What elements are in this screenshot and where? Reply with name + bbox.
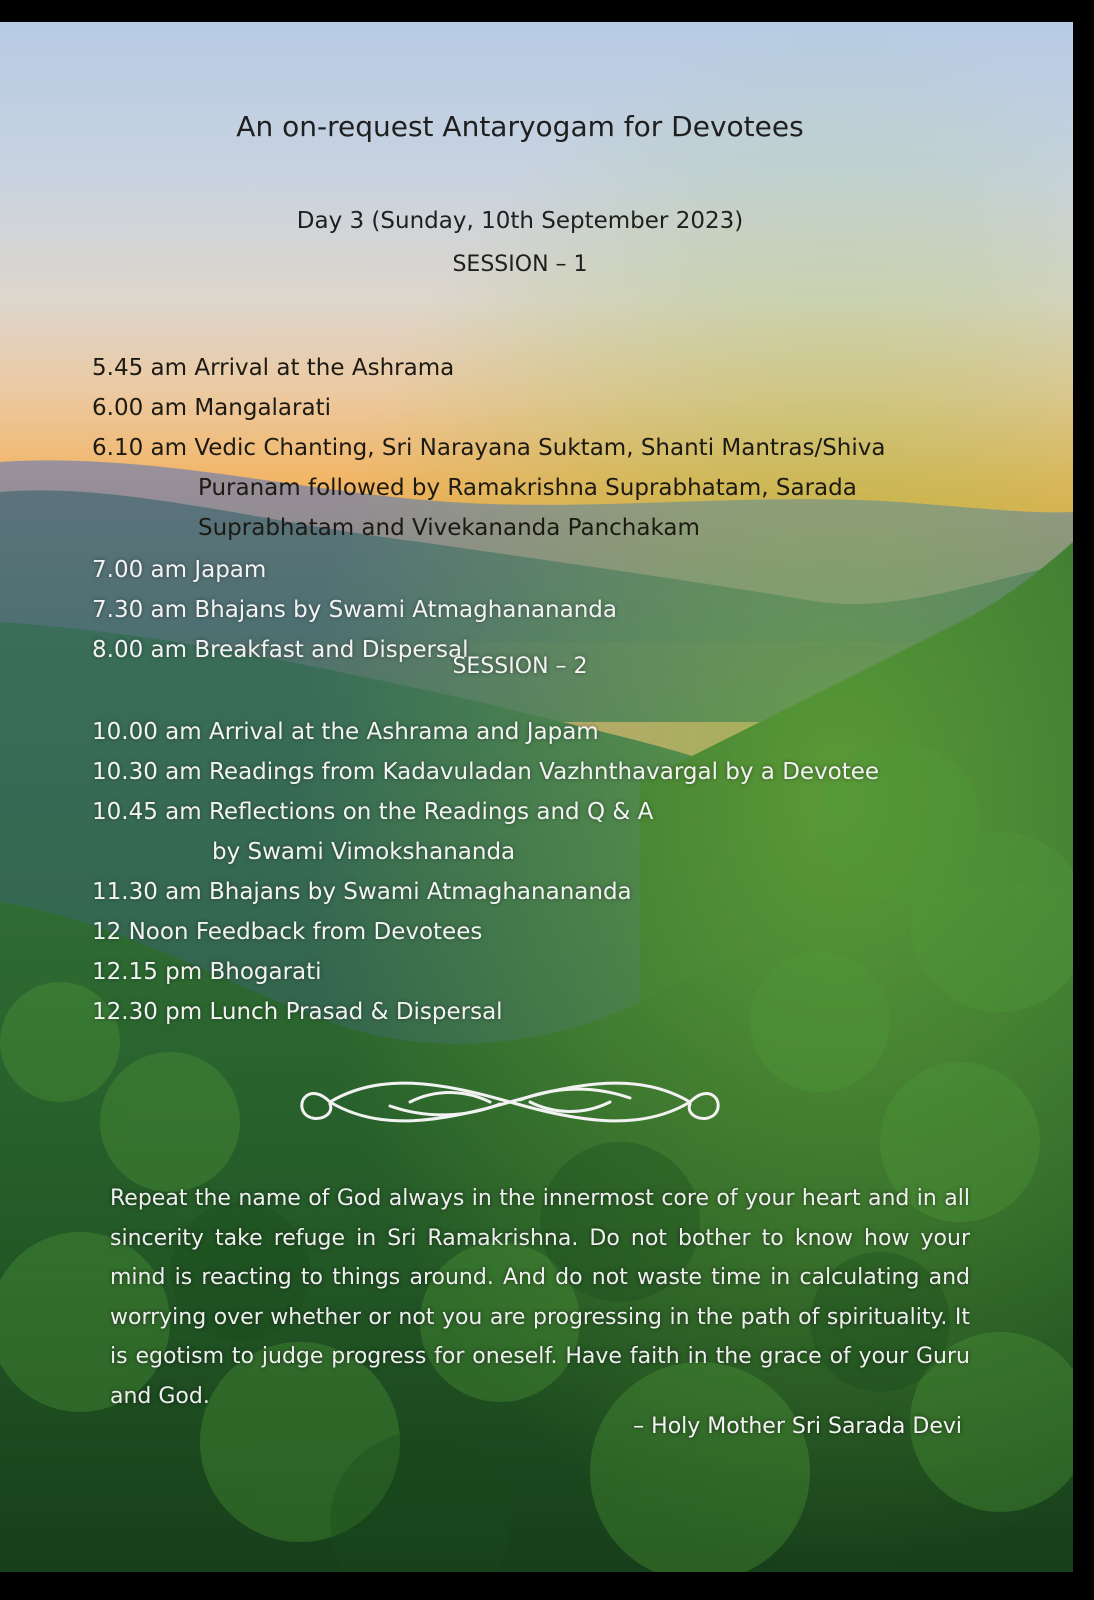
schedule-item: 12 Noon Feedback from Devotees: [92, 919, 483, 945]
schedule-item-continued: by Swami Vimokshananda: [212, 839, 516, 865]
quote-text: Repeat the name of God always in the innermost core of your heart and in all sincerity take refuge in Sri Ramakrishna. Do not bother to know how your mind is reacting to things around. And do not waste time in calculating and worrying over whether or not you are progressing in the path of spirituality. It is egotism to judge progress for oneself. Have faith in the grace of your Guru and God.: [110, 1186, 970, 1409]
flyer: [0, 22, 1073, 1572]
schedule-item: 7.30 am Bhajans by Swami Atmaghanananda: [92, 597, 618, 623]
flyer-title: An on-request Antaryogam for Devotees: [236, 110, 804, 143]
session-1-schedule: [92, 348, 992, 548]
session-1-heading: SESSION – 1: [452, 252, 588, 277]
schedule-item: 6.00 am Mangalarati: [92, 395, 331, 421]
flourish-ornament-icon: [290, 1072, 730, 1132]
schedule-item: 11.30 am Bhajans by Swami Atmaghanananda: [92, 879, 632, 905]
session-2-schedule: [92, 712, 992, 1032]
schedule-item-continued: Puranam followed by Ramakrishna Suprabhatam, Sarada: [198, 475, 857, 501]
schedule-item: 10.45 am Reflections on the Readings and Q & A: [92, 799, 654, 825]
schedule-item: 10.30 am Readings from Kadavuladan Vazhnthavargal by a Devotee: [92, 759, 880, 785]
schedule-item: 8.00 am Breakfast and Dispersal: [92, 637, 469, 663]
quote-attribution: – Holy Mother Sri Sarada Devi: [633, 1414, 962, 1439]
session-1-schedule-lower: [92, 550, 992, 670]
schedule-item: 12.15 pm Bhogarati: [92, 959, 322, 985]
schedule-item: 10.00 am Arrival at the Ashrama and Japam: [92, 719, 599, 745]
schedule-item: 5.45 am Arrival at the Ashrama: [92, 355, 455, 381]
event-date: Day 3 (Sunday, 10th September 2023): [296, 208, 744, 234]
schedule-item: 7.00 am Japam: [92, 557, 267, 583]
schedule-item: 12.30 pm Lunch Prasad & Dispersal: [92, 999, 503, 1025]
session-2-heading: SESSION – 2: [452, 654, 588, 679]
schedule-item: 6.10 am Vedic Chanting, Sri Narayana Suktam, Shanti Mantras/Shiva: [92, 435, 886, 461]
schedule-item-continued: Suprabhatam and Vivekananda Panchakam: [198, 515, 700, 541]
